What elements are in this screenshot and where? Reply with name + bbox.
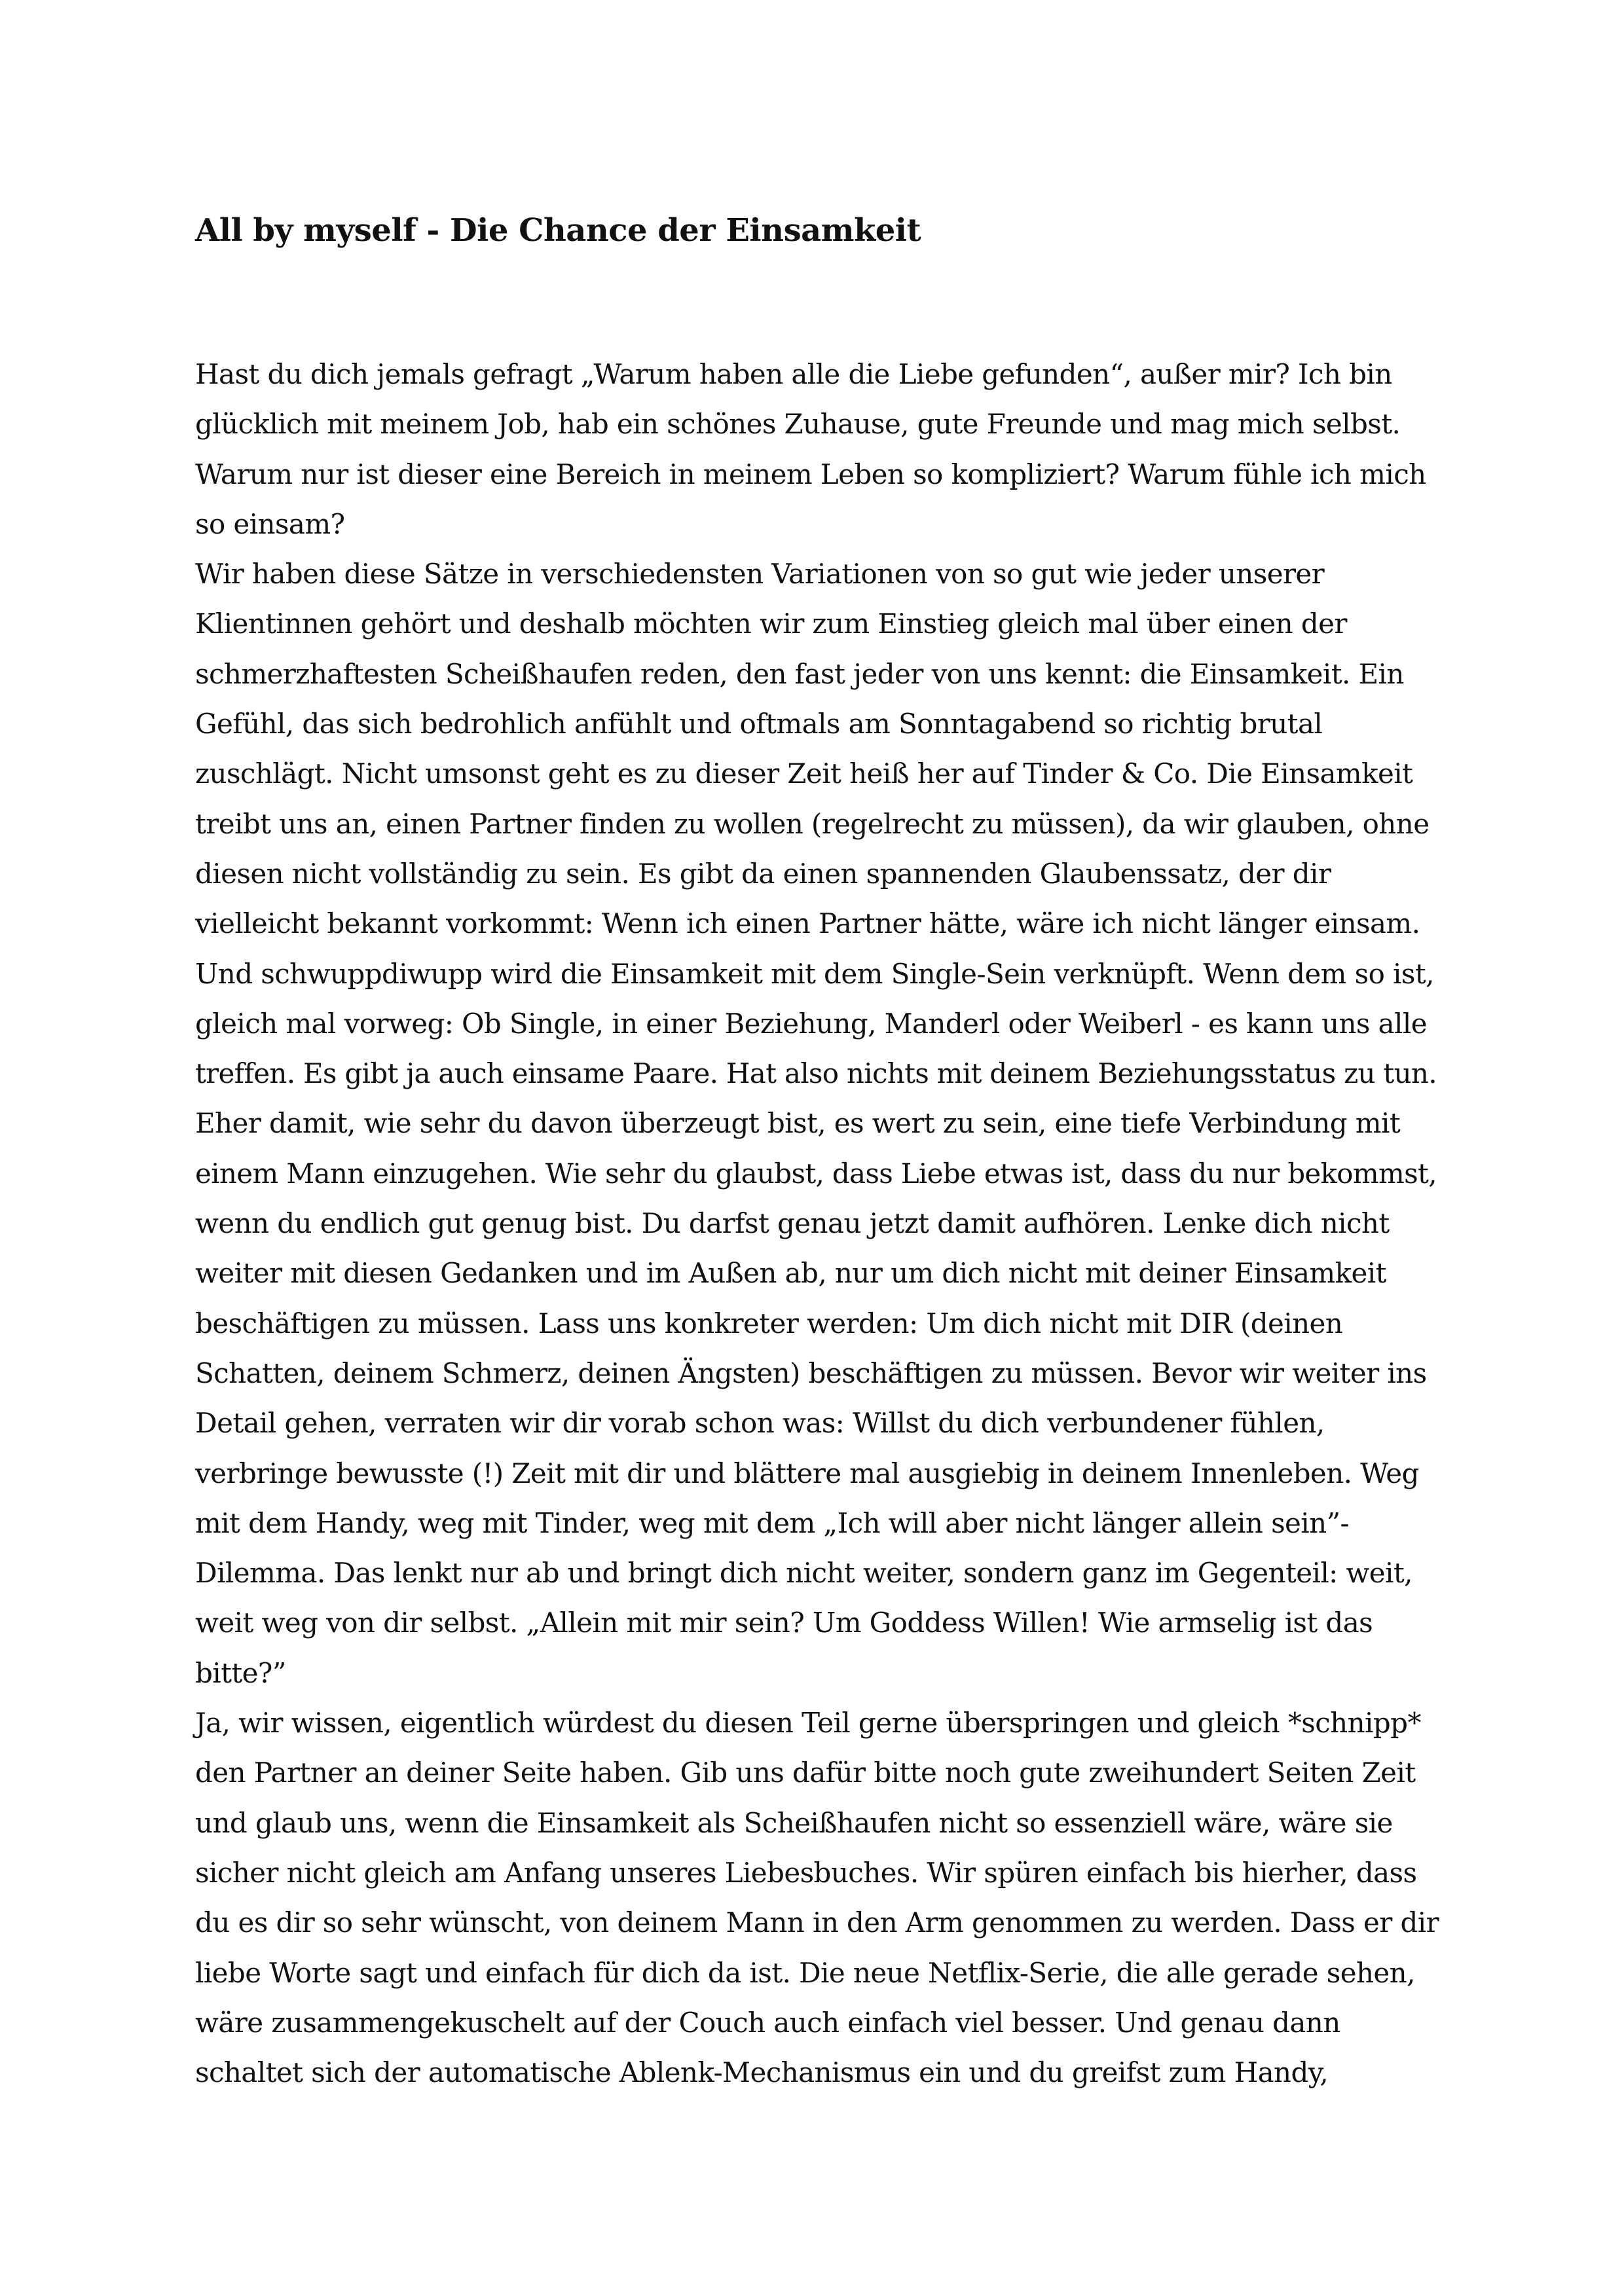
body-text-line: den Partner an deiner Seite haben. Gib uns dafür bitte noch gute zweihundert Seiten Zeit (195, 1757, 1416, 1789)
body-text-line: schaltet sich der automatische Ablenk-Mechanismus ein und du greifst zum Handy, (195, 2056, 1329, 2089)
body-text-line: einem Mann einzugehen. Wie sehr du glaubst, dass Liebe etwas ist, dass du nur bekommst, (195, 1157, 1437, 1190)
body-text-line: wenn du endlich gut genug bist. Du darfst genau jetzt damit aufhören. Lenke dich nicht (195, 1207, 1390, 1240)
document-title: All by myself - Die Chance der Einsamkeit (195, 212, 921, 249)
body-text-line: zuschlägt. Nicht umsonst geht es zu dieser Zeit heiß her auf Tinder & Co. Die Einsamkeit (195, 757, 1413, 790)
body-text-line: Dilemma. Das lenkt nur ab und bringt dich nicht weiter, sondern ganz im Gegenteil: weit, (195, 1557, 1412, 1590)
body-text-line: wäre zusammengekuschelt auf der Couch auch einfach viel besser. Und genau dann (195, 2006, 1340, 2039)
document-content (195, 210, 1439, 2098)
body-text-line: Warum nur ist dieser eine Bereich in meinem Leben so kompliziert? Warum fühle ich mich (195, 458, 1426, 490)
body-text-line: mit dem Handy, weg mit Tinder, weg mit dem „Ich will aber nicht länger allein sein”- (195, 1506, 1350, 1539)
body-text-line: verbringe bewusste (!) Zeit mit dir und blättere mal ausgiebig in deinem Innenleben. Weg (195, 1457, 1419, 1489)
body-text-line: Und schwuppdiwupp wird die Einsamkeit mit dem Single-Sein verknüpft. Wenn dem so ist, (195, 957, 1434, 990)
body-text-line: so einsam? (195, 507, 345, 540)
body-text-line: vielleicht bekannt vorkommt: Wenn ich einen Partner hätte, wäre ich nicht länger einsam. (195, 907, 1420, 940)
body-text-line: weit weg von dir selbst. „Allein mit mir sein? Um Goddess Willen! Wie armselig ist das (195, 1607, 1373, 1639)
body-text-line: Ja, wir wissen, eigentlich würdest du diesen Teil gerne überspringen und gleich *schnipp* (195, 1707, 1421, 1740)
body-text-line: schmerzhaftesten Scheißhaufen reden, den fast jeder von uns kennt: die Einsamkeit. Ein (195, 657, 1404, 690)
body-text-line: Eher damit, wie sehr du davon überzeugt bist, es wert zu sein, eine tiefe Verbindung mit (195, 1107, 1401, 1140)
body-text-line: Klientinnen gehört und deshalb möchten wir zum Einstieg gleich mal über einen der (195, 608, 1347, 640)
body-text-line: du es dir so sehr wünscht, von deinem Mann in den Arm genommen zu werden. Dass er dir (195, 1906, 1439, 1939)
body-text-line: diesen nicht vollständig zu sein. Es gibt da einen spannenden Glaubenssatz, der dir (195, 857, 1331, 890)
body-text-line: Wir haben diese Sätze in verschiedensten Variationen von so gut wie jeder unserer (195, 558, 1325, 591)
body-text-line: Detail gehen, verraten wir dir vorab schon was: Willst du dich verbundener fühlen, (195, 1407, 1325, 1440)
body-text-line: und glaub uns, wenn die Einsamkeit als Scheißhaufen nicht so essenziell wäre, wäre sie (195, 1806, 1393, 1839)
body-text-line: treffen. Es gibt ja auch einsame Paare. Hat also nichts mit deinem Beziehungsstatus zu tun. (195, 1057, 1437, 1090)
body-text-line: sicher nicht gleich am Anfang unseres Liebesbuches. Wir spüren einfach bis hierher, dass (195, 1856, 1417, 1889)
body-text-line: weiter mit diesen Gedanken und im Außen ab, nur um dich nicht mit deiner Einsamkeit (195, 1257, 1386, 1290)
body-text-line: gleich mal vorweg: Ob Single, in einer Beziehung, Manderl oder Weiberl - es kann uns alle (195, 1007, 1427, 1040)
body-text-line: Hast du dich jemals gefragt „Warum haben alle die Liebe gefunden“, außer mir? Ich bin (195, 358, 1392, 390)
body-text-line: liebe Worte sagt und einfach für dich da ist. Die neue Netflix-Serie, die alle gerade sehen, (195, 1956, 1415, 1989)
body-text-line: Schatten, deinem Schmerz, deinen Ängsten) beschäftigen zu müssen. Bevor wir weiter ins (195, 1357, 1427, 1389)
body-text-line: beschäftigen zu müssen. Lass uns konkreter werden: Um dich nicht mit DIR (deinen (195, 1307, 1343, 1339)
body-text-line: Gefühl, das sich bedrohlich anfühlt und oftmals am Sonntagabend so richtig brutal (195, 708, 1323, 740)
body-text-line: bitte?” (195, 1656, 286, 1689)
document-body (195, 350, 1439, 2098)
body-text-line: treibt uns an, einen Partner finden zu wollen (regelrecht zu müssen), da wir glauben, ohne (195, 807, 1430, 840)
body-text-line: glücklich mit meinem Job, hab ein schönes Zuhause, gute Freunde und mag mich selbst. (195, 408, 1401, 441)
